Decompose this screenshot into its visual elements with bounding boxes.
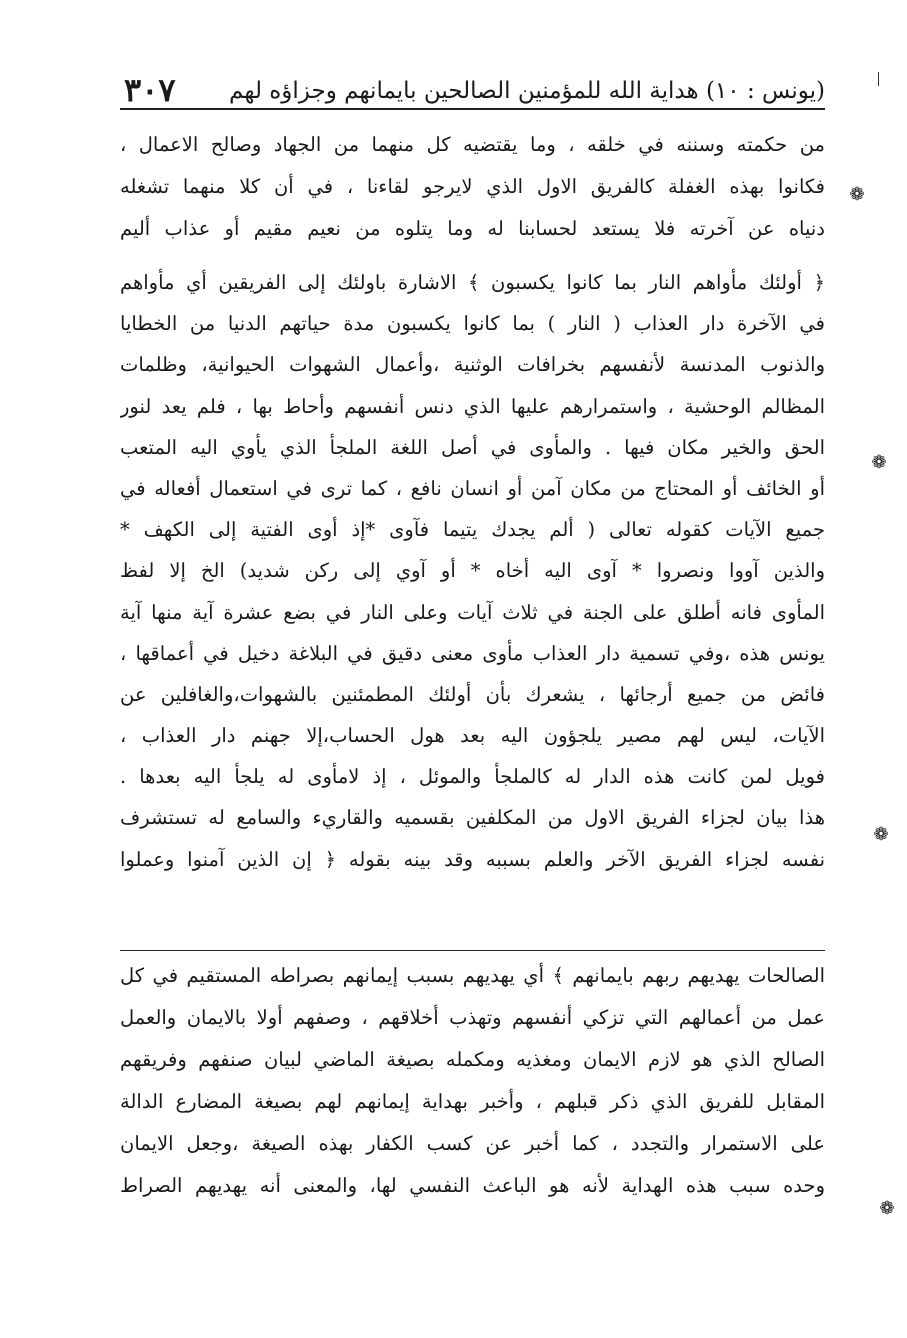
text-line: الحق والخير مكان فيها . والمأوى في أصل اللغة الملجأ الذي يأوي اليه المتعب: [120, 435, 825, 459]
rosette-ornament-icon: ❁: [871, 452, 887, 473]
header-rule: [120, 108, 825, 110]
text-line: دنياه عن آخرته فلا يستعد لحسابنا له وما يتلوه من نعيم مقيم أو عذاب أليم: [120, 217, 825, 240]
paragraph-bottom: [120, 955, 825, 1207]
paragraph-top: [120, 124, 825, 250]
text-line: الصالحات يهديهم ربهم بايمانهم ﴾ أي يهديهم بسبب إيمانهم بصراطه المستقيم في كل: [120, 964, 825, 987]
text-line: عمل من أعمالهم التي تزكي أنفسهم وتهذب أخلاقهم ، وصفهم أولا بالايمان والعمل: [120, 1006, 825, 1029]
text-line: فكانوا بهذه الغفلة كالفريق الاول الذي لايرجو لقاءنا ، في أن كلا منهما تشغله: [120, 175, 825, 198]
text-line: المأوى فانه أطلق على الجنة في ثلاث آيات وعلى النار في بضع عشرة آية منها آية: [120, 600, 825, 624]
running-title: (يونس : ١٠) هداية الله للمؤمنين الصالحين بايمانهم وجزاؤه لهم: [229, 78, 825, 105]
paragraph-middle: [120, 262, 825, 880]
text-line: هذا بيان لجزاء الفريق الاول من المكلفين بقسميه والقاريء والسامع له تستشرف: [120, 806, 825, 830]
text-line: أو الخائف أو المحتاج من مكان آمن أو انسان نافع ، كما ترى في استعمال أفعاله في: [120, 476, 825, 500]
rosette-ornament-icon: ❁: [873, 824, 889, 845]
margin-tick-mark: [878, 72, 879, 86]
text-line: والذين آووا ونصروا * آوى اليه أخاه * أو آوي إلى ركن شديد) الخ إلا لفظ: [120, 559, 825, 583]
rosette-ornament-icon: ❁: [849, 184, 865, 205]
text-line: نفسه لجزاء الفريق الآخر والعلم بسببه وقد بينه بقوله ﴿ إن الذين آمنوا وعملوا: [120, 847, 825, 871]
text-line: المقابل للفريق الذي ذكر قبلهم ، وأخبر بهداية إيمانهم لهم بصيغة المضارع الدالة: [120, 1090, 825, 1113]
text-line: من حكمته وسننه في خلقه ، وما يقتضيه كل منهما من الجهاد وصالح الاعمال ،: [120, 133, 825, 156]
text-line: المظالم الوحشية ، واستمرارهم عليها الذي دنس أنفسهم وأحاط بها ، فلم يعد لنور: [120, 394, 825, 418]
text-line: ﴿ أولئك مأواهم النار بما كانوا يكسبون ﴾ الاشارة باولئك إلى الفريقين أي مأواهم: [120, 271, 825, 294]
text-line: يونس هذه ،وفي تسمية دار العذاب مأوى معنى دقيق في البلاغة دخيل في أعماقها ،: [120, 641, 825, 665]
section-rule: [120, 950, 825, 951]
page-header: [120, 58, 825, 109]
text-line: على الاستمرار والتجدد ، كما أخبر عن كسب الكفار بهذه الصيغة ،وجعل الايمان: [120, 1132, 825, 1155]
text-line: والذنوب المدنسة لأنفسهم بخرافات الوثنية ،وأعمال الشهوات الحيوانية، وظلمات: [120, 353, 825, 377]
text-line: الآيات، ليس لهم مصير يلجؤون اليه بعد هول الحساب،إلا جهنم دار العذاب ،: [120, 724, 825, 748]
text-line: وحده سبب هذه الهداية لأنه هو الباعث النفسي لها، والمعنى أنه يهديهم الصراط: [120, 1174, 825, 1197]
rosette-ornament-icon: ❁: [879, 1198, 895, 1219]
text-line: في الآخرة دار العذاب ( النار ) بما كانوا يكسبون مدة حياتهم الدنيا من الخطايا: [120, 312, 825, 336]
text-line: فائض من جميع أرجائها ، يشعرك بأن أولئك المطمئنين بالشهوات،والغافلين عن: [120, 682, 825, 706]
text-line: الصالح الذي هو لازم الايمان ومغذيه ومكمله بصيغة الماضي لبيان صنفهم وفريقهم: [120, 1048, 825, 1071]
text-line: فويل لمن كانت هذه الدار له كالملجأ والموئل ، إذ لامأوى له يلجأ اليه بعدها .: [120, 765, 825, 789]
page-number: ٣٠٧: [124, 71, 176, 109]
text-line: جميع الآيات كقوله تعالى ( ألم يجدك يتيما فآوى *إذ أوى الفتية إلى الكهف *: [120, 518, 825, 542]
